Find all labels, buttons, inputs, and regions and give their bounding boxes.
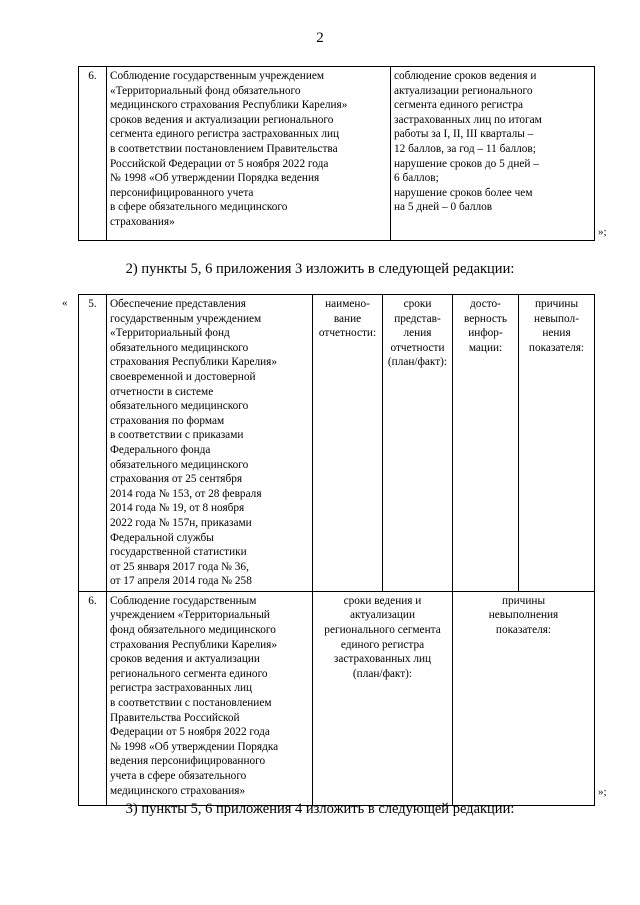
indicator-text: Соблюдение государственным учреждением «Территориальный фонд обязательного медицинского страхования Республики Карелия» сроков ведения и актуализации регионального сегмента единого регистра застрахованных лиц в соответствии постановлением Правительства Российской Федерации от 5 ноября 2022 года № 1998 «Об утверждении Порядка ведения персонифицированного учета в сфере обязательного медицинского страхования» <box>107 67 391 241</box>
closing-quote-mark: »; <box>598 226 607 238</box>
paragraph-3-heading: 3) пункты 5, 6 приложения 4 изложить в следующей редакции: <box>125 801 515 817</box>
scoring-criteria: соблюдение сроков ведения и актуализации регионального сегмента единого регистра застрахованных лиц по итогам работы за I, II, III кварталы – 12 баллов, за год – 11 баллов; нарушение сроков до 5 дней – 6 баллов; нарушение сроков более чем на 5 дней – 0 баллов <box>391 67 595 241</box>
column-maintenance-deadlines: сроки ведения и актуализации регионального сегмента единого регистра застрахованных лиц (план/факт): <box>313 591 453 805</box>
opening-quote-mark: « <box>62 297 68 309</box>
table-row <box>79 591 595 805</box>
column-report-name: наимено- вание отчетности: <box>313 295 383 592</box>
indicator-text: Обеспечение представления государственным учреждением «Территориальный фонд обязательного медицинского страхования Республики Карелия» своевременной и достоверной отчетности в системе обязательного медицинского страхования по формам в соответствии с приказами Федерального фонда обязательного медицинского страхования от 25 сентября 2014 года № 153, от 28 февраля 2014 года № 19, от 8 ноября 2022 года № 157н, приказами Федеральной службы государственной статистики от 25 января 2017 года № 36, от 17 апреля 2014 года № 258 <box>107 295 313 592</box>
page-number: 2 <box>316 30 324 46</box>
table-row <box>79 295 595 592</box>
column-submission-deadlines: сроки представ- ления отчетности (план/факт): <box>383 295 453 592</box>
table-appendix-2-row-6 <box>78 66 595 241</box>
row-number: 5. <box>79 295 107 592</box>
paragraph-2-heading: 2) пункты 5, 6 приложения 3 изложить в следующей редакции: <box>125 261 515 277</box>
column-failure-reasons: причины невыпол- нения показателя: <box>519 295 595 592</box>
closing-quote-mark: »; <box>598 786 607 798</box>
table-appendix-3 <box>78 294 595 806</box>
indicator-text: Соблюдение государственным учреждением «Территориальный фонд обязательного медицинского страхования Республики Карелия» сроков ведения и актуализации регионального сегмента единого регистра застрахованных лиц в соответствии с постановлением Правительства Российской Федерации от 5 ноября 2022 года № 1998 «Об утверждении Порядка ведения персонифицированного учета в сфере обязательного медицинского страхования» <box>107 591 313 805</box>
column-reliability: досто- верность инфор- мации: <box>453 295 519 592</box>
table-row <box>79 67 595 241</box>
column-failure-reasons: причины невыполнения показателя: <box>453 591 595 805</box>
row-number: 6. <box>79 67 107 241</box>
row-number: 6. <box>79 591 107 805</box>
